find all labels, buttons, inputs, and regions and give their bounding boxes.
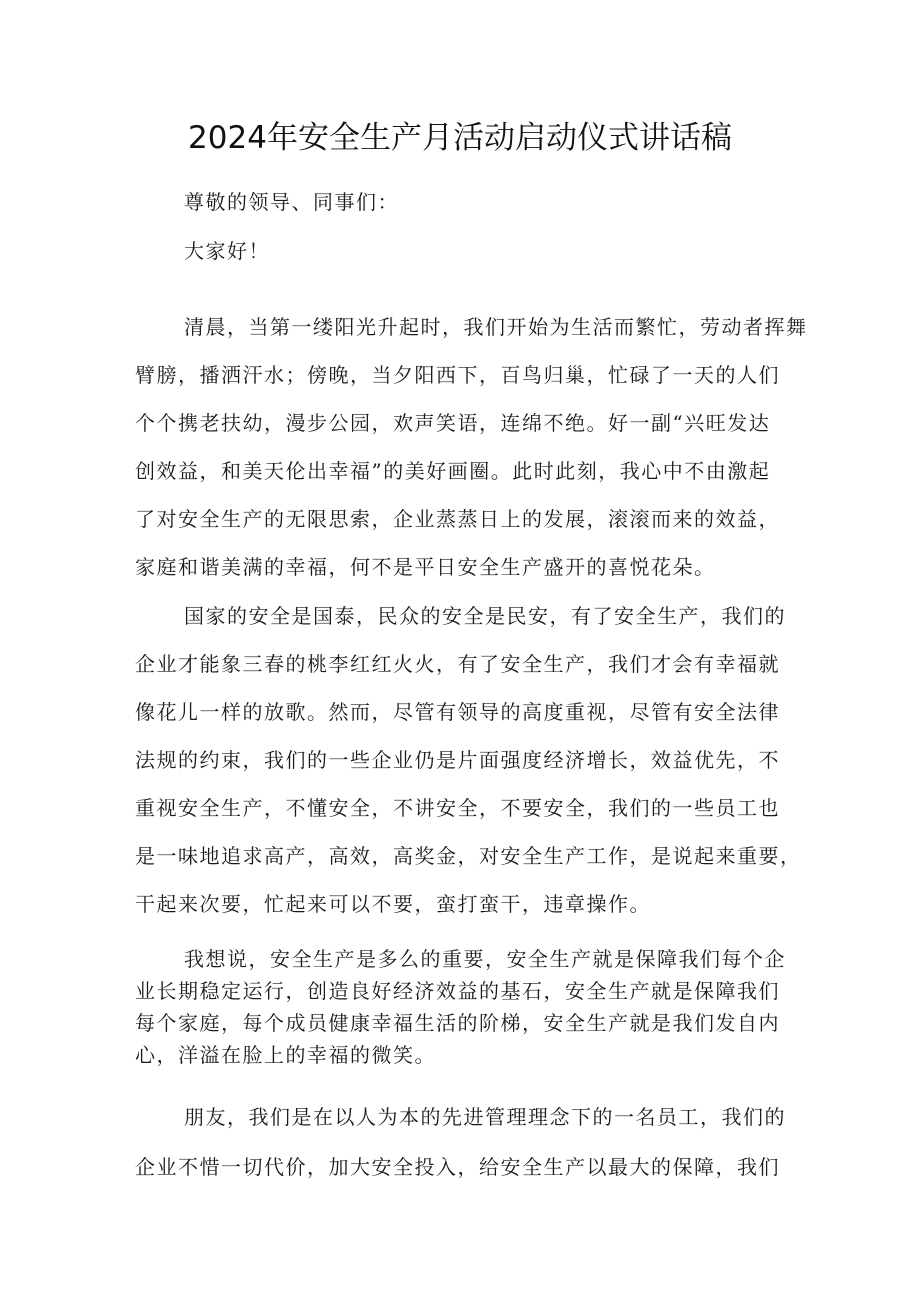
paragraph-2-line-6: 是一味地追求高产，高效，高奖金，对安全生产工作，是说起来重要，	[135, 844, 802, 868]
paragraph-2-line-5: 重视安全生产，不懂安全，不讲安全，不要安全，我们的一些员工也	[135, 796, 780, 820]
paragraph-3-line-4: 心，洋溢在脸上的幸福的微笑。	[135, 1043, 436, 1067]
paragraph-3-line-2: 业长期稳定运行，创造良好经济效益的基石，安全生产就是保障我们	[135, 979, 780, 1003]
paragraph-4-line-2: 企业不惜一切代价，加大安全投入，给安全生产以最大的保障，我们	[135, 1155, 780, 1179]
paragraph-4-line-1: 朋友，我们是在以人为本的先进管理理念下的一名员工，我们的	[184, 1105, 786, 1129]
greeting: 大家好！	[184, 239, 270, 263]
paragraph-1-line-3: 个个携老扶幼，漫步公园，欢声笑语，连绵不绝。好一副“兴旺发达	[135, 411, 771, 435]
salutation: 尊敬的领导、同事们：	[184, 190, 399, 214]
paragraph-1-line-6: 家庭和谐美满的幸福，何不是平日安全生产盛开的喜悦花朵。	[135, 555, 716, 579]
paragraph-1-line-4: 创效益，和美天伦出幸福”的美好画圈。此时此刻，我心中不由激起	[135, 459, 771, 483]
paragraph-2-line-4: 法规的约束，我们的一些企业仍是片面强度经济增长，效益优先，不	[135, 748, 780, 772]
paragraph-3-line-1: 我想说，安全生产是多么的重要，安全生产就是保障我们每个企	[184, 947, 786, 971]
document-title: 2024年安全生产月活动启动仪式讲话稿	[188, 120, 732, 156]
paragraph-2-line-2: 企业才能象三春的桃李红红火火，有了安全生产，我们才会有幸福就	[135, 652, 780, 676]
paragraph-1-line-2: 臂膀，播洒汗水；傍晚，当夕阳西下，百鸟归巢，忙碌了一天的人们	[135, 363, 780, 387]
paragraph-1-line-5: 了对安全生产的无限思索，企业蒸蒸日上的发展，滚滚而来的效益，	[135, 507, 780, 531]
paragraph-1-line-1: 清晨，当第一缕阳光升起时，我们开始为生活而繁忙，劳动者挥舞	[184, 315, 808, 339]
paragraph-2-line-7: 干起来次要，忙起来可以不要，蛮打蛮干，违章操作。	[135, 892, 651, 916]
paragraph-2-line-1: 国家的安全是国泰，民众的安全是民安，有了安全生产，我们的	[184, 604, 786, 628]
paragraph-2-line-3: 像花儿一样的放歌。然而，尽管有领导的高度重视，尽管有安全法律	[135, 700, 780, 724]
paragraph-3-line-3: 每个家庭，每个成员健康幸福生活的阶梯，安全生产就是我们发自内	[135, 1011, 780, 1035]
